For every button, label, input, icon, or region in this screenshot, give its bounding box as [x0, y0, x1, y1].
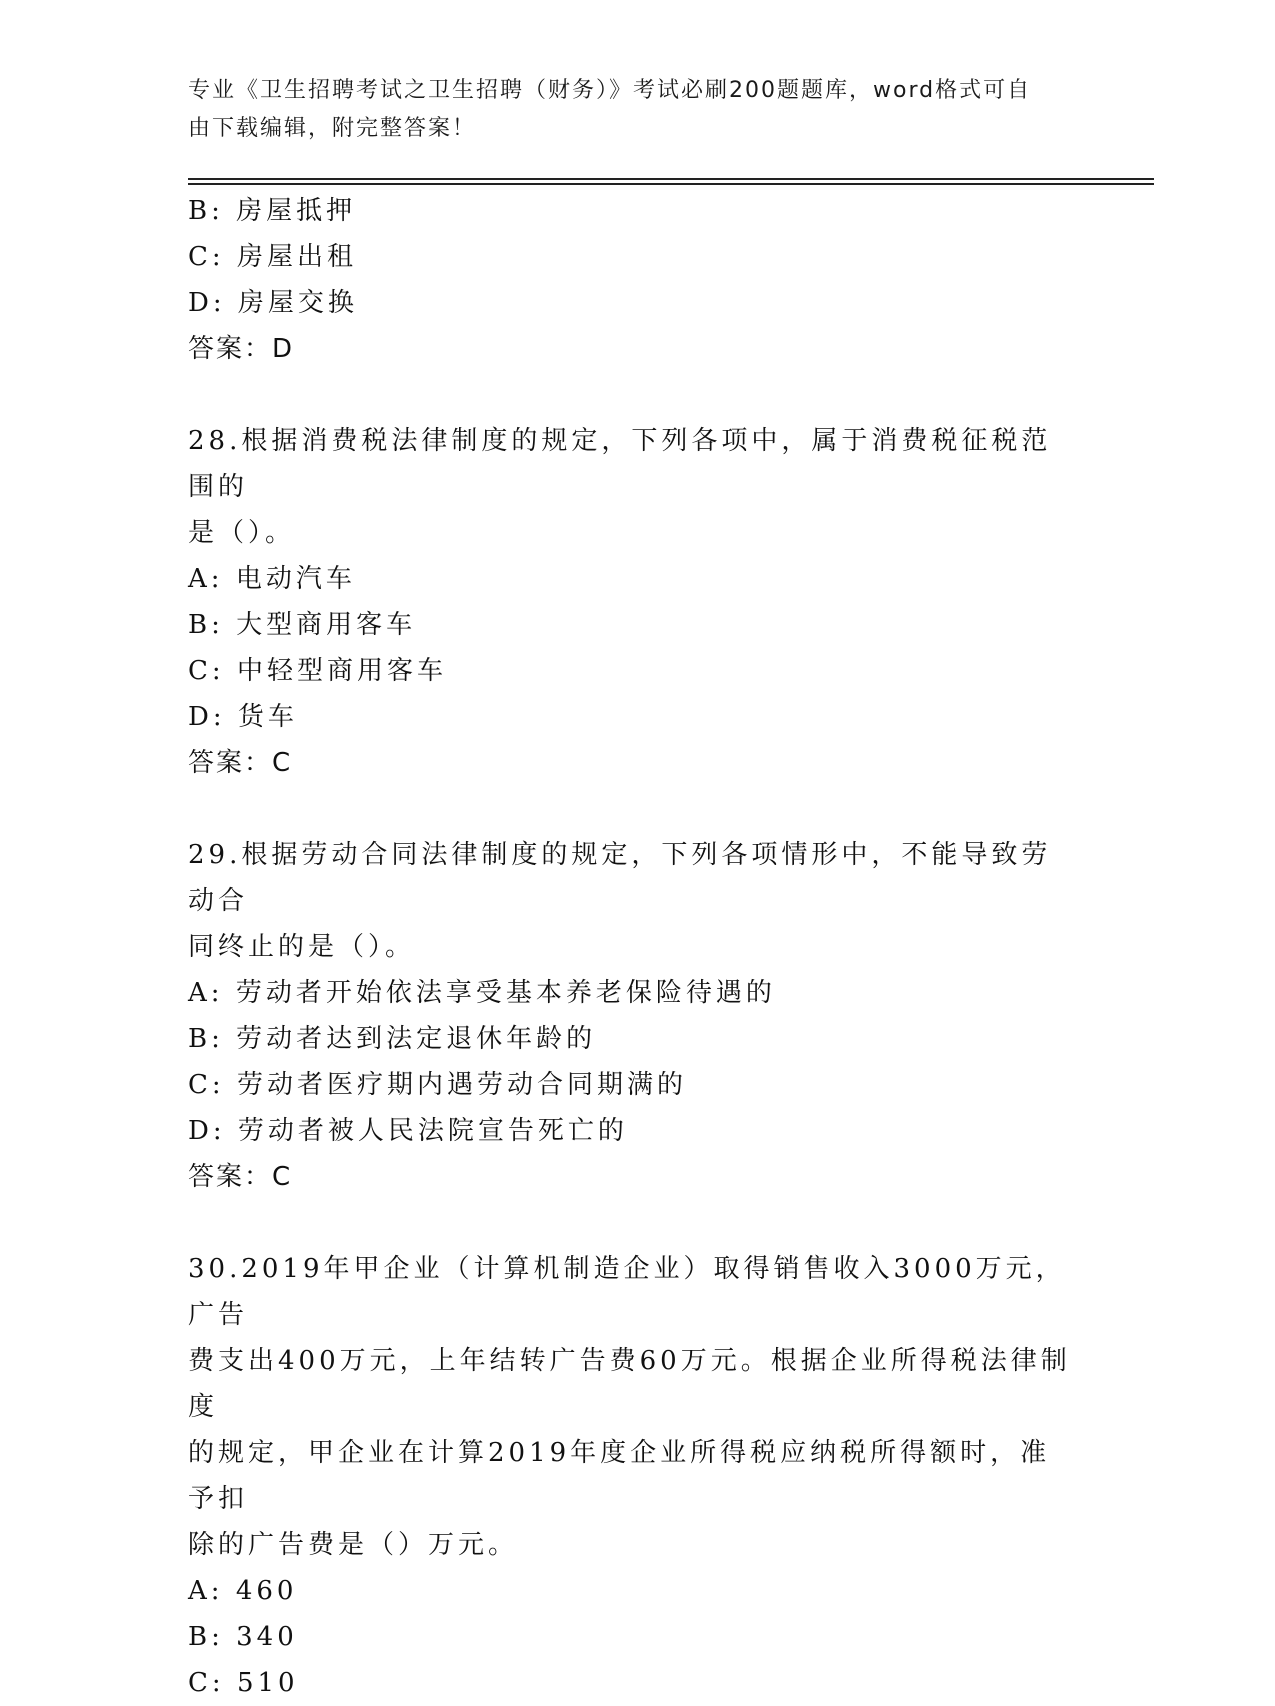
- option-d: D: 劳动者被人民法院宣告死亡的: [188, 1116, 628, 1146]
- spacer: [188, 372, 1088, 418]
- answer-line: 答案：C: [188, 1162, 293, 1192]
- option-d: D: 房屋交换: [188, 288, 358, 318]
- question-text-line: 29.根据劳动合同法律制度的规定，下列各项情形中，不能导致劳动合: [188, 840, 1052, 916]
- answer-line: 答案：D: [188, 334, 295, 364]
- header-divider-bottom: [188, 183, 1154, 185]
- question-text-line: 30.2019年甲企业（计算机制造企业）取得销售收入3000万元，广告: [188, 1254, 1066, 1330]
- option-b: B: 大型商用客车: [188, 610, 417, 640]
- option-d: D: 货车: [188, 702, 298, 732]
- document-header: [188, 72, 1068, 148]
- question-text-line: 除的广告费是（）万元。: [188, 1530, 519, 1560]
- question-text-line: 同终止的是（）。: [188, 932, 416, 962]
- question-29: [188, 832, 1088, 1200]
- option-a: A: 劳动者开始依法享受基本养老保险待遇的: [188, 978, 776, 1008]
- question-text-line: 的规定，甲企业在计算2019年度企业所得税应纳税所得额时，准予扣: [188, 1438, 1051, 1514]
- prev-question-block: [188, 188, 1088, 372]
- question-30: [188, 1246, 1088, 1706]
- header-line-1: 专业《卫生招聘考试之卫生招聘（财务）》考试必刷200题题库，word格式可自: [188, 78, 1032, 103]
- option-b: B: 340: [188, 1622, 298, 1652]
- option-a: A: 电动汽车: [188, 564, 356, 594]
- header-line-2: 由下载编辑，附完整答案！: [188, 116, 477, 141]
- question-content: [188, 188, 1088, 1706]
- option-c: C: 劳动者医疗期内遇劳动合同期满的: [188, 1070, 687, 1100]
- question-text-line: 费支出400万元，上年结转广告费60万元。根据企业所得税法律制度: [188, 1346, 1071, 1422]
- option-b: B: 劳动者达到法定退休年龄的: [188, 1024, 597, 1054]
- question-28: [188, 418, 1088, 786]
- question-text-line: 是（）。: [188, 518, 296, 548]
- option-b: B: 房屋抵押: [188, 196, 357, 226]
- option-c: C: 510: [188, 1668, 299, 1698]
- question-text-line: 28.根据消费税法律制度的规定，下列各项中，属于消费税征税范围的: [188, 426, 1052, 502]
- header-divider-top: [188, 178, 1154, 180]
- spacer: [188, 786, 1088, 832]
- spacer: [188, 1200, 1088, 1246]
- option-a: A: 460: [188, 1576, 298, 1606]
- option-c: C: 房屋出租: [188, 242, 357, 272]
- answer-line: 答案：C: [188, 748, 293, 778]
- option-c: C: 中轻型商用客车: [188, 656, 447, 686]
